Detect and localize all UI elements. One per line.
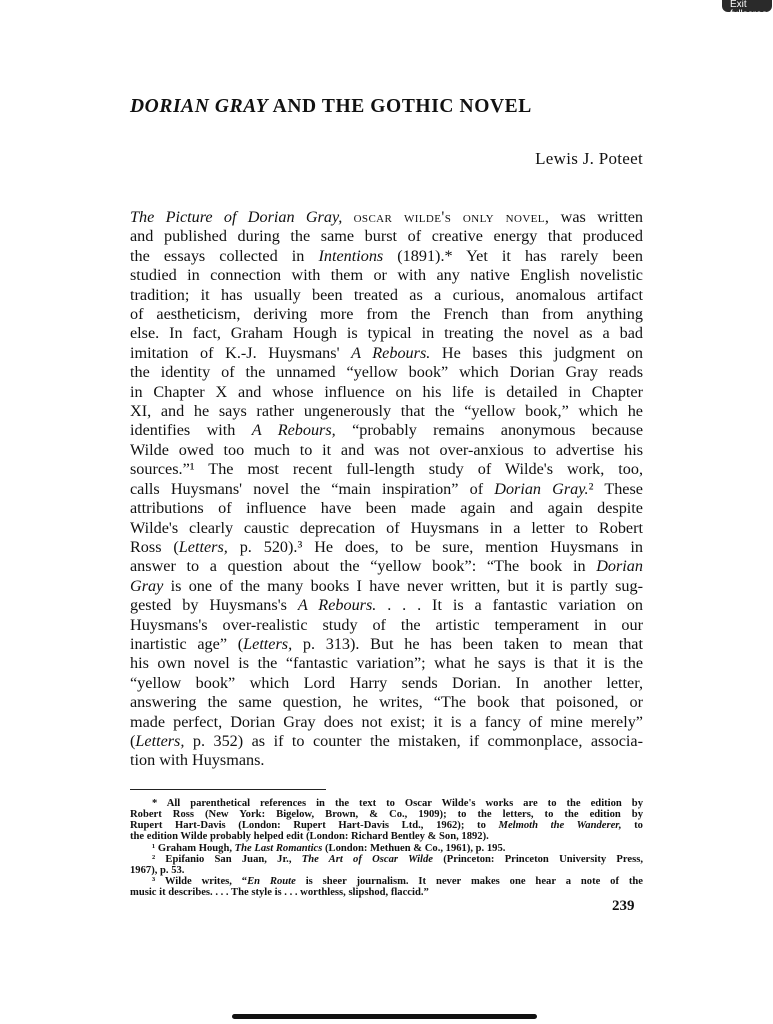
body-line: made perfect, Dorian Gray does not exist; it is a fancy of mine merely” <box>130 712 643 731</box>
text-segment: ³ Wilde writes, “ <box>152 876 248 888</box>
body-line <box>130 421 643 440</box>
text-segment: ( <box>130 731 136 750</box>
text-segment: imitation of K.-J. Huysmans' <box>130 343 352 362</box>
body-line: in Chapter X and whose influence on his life is detailed in Chapter <box>130 382 643 401</box>
text-segment: A Rebours. <box>297 596 377 615</box>
exit-fullscreen-button[interactable]: Exit fullscreen <box>722 0 772 12</box>
body-line: studied in connection with them or with any native English novelistic <box>130 266 643 285</box>
text-segment: Letters, <box>178 537 228 556</box>
body-line <box>130 577 643 596</box>
text-segment: p. 520).³ He does, to be sure, mention Huysmans in <box>227 537 643 556</box>
text-segment: Ross ( <box>130 537 179 556</box>
article-page <box>130 96 643 899</box>
footnote-line: the edition Wilde probably helped edit (London: Richard Bentley & Son, 1892). <box>130 831 489 843</box>
text-segment: Rupert Hart-Davis (London: Rupert Hart-Davis Ltd., 1962); to <box>130 820 499 832</box>
text-segment: Melmoth the Wanderer, <box>498 820 622 832</box>
text-segment: (Princeton: Princeton University Press, <box>433 853 643 865</box>
author-name: Lewis J. Poteet <box>535 149 643 168</box>
body-line: the identity of the unnamed “yellow book” which Dorian Gray reads <box>130 363 643 382</box>
text-segment: En Route <box>247 876 296 888</box>
text-segment: Dorian Gray. <box>494 479 589 498</box>
body-line: Wilde's clearly caustic deprecation of Huysmans in a letter to Robert <box>130 518 643 537</box>
text-segment: ² These <box>588 479 643 498</box>
footnote-line: music it describes. . . . The style is . . . worthless, slipshod, flaccid.” <box>130 887 429 899</box>
text-segment: was written <box>549 208 643 226</box>
footnote-line: Robert Ross (New York: Bigelow, Brown, & Co., 1909); to the letters, to the edition by <box>130 808 643 820</box>
body-line: XI, and he says rather ungenerously that the “yellow book,” which he <box>130 402 643 421</box>
text-segment: Dorian <box>596 557 643 576</box>
footnotes <box>130 798 643 899</box>
text-segment: (London: Methuen & Co., 1961), p. 195. <box>322 842 506 854</box>
body-line: attributions of influence have been made again and again despite <box>130 499 643 518</box>
text-segment: is one of the many books I have never written, but it is partly sug- <box>163 576 643 595</box>
body-line: tradition; it has usually been treated as a curious, anomalous artifact <box>130 285 643 304</box>
text-segment: ² Epifanio San Juan, Jr., <box>152 853 302 865</box>
body-line <box>130 596 643 615</box>
body-line <box>130 208 643 227</box>
body-line <box>130 538 643 557</box>
title-italic: DORIAN GRAY <box>130 96 269 117</box>
body-line: else. In fact, Graham Hough is typical in treating the novel as a bad <box>130 324 643 343</box>
text-segment: Letters, <box>243 634 293 653</box>
text-segment: the essays collected in <box>130 246 319 265</box>
text-segment: ¹ Graham Hough, <box>152 842 235 854</box>
footnote-divider <box>130 789 326 790</box>
footnote-line: 1967), p. 53. <box>130 865 185 876</box>
body-line: and published during the same burst of creative energy that produced <box>130 227 643 246</box>
text-segment: He bases this judgment on <box>430 343 643 362</box>
text-segment: oscar wilde's only novel, <box>353 208 550 226</box>
body-line: Huysmans's over-realistic study of the artistic temperament in our <box>130 615 643 634</box>
text-segment: Intentions <box>318 246 384 265</box>
text-segment: . . . It is a fantastic variation on <box>376 596 643 615</box>
text-segment: inartistic age” ( <box>130 634 244 653</box>
text-segment: A Rebours, <box>251 421 336 440</box>
article-body <box>130 208 643 771</box>
body-line: Wilde owed too much to it and was not over-anxious to advertise his <box>130 440 643 459</box>
text-segment: calls Huysmans' novel the “main inspiration” of <box>130 479 495 498</box>
footnote-line <box>130 820 643 831</box>
page-number: 239 <box>612 898 635 914</box>
footnote-line <box>130 876 643 887</box>
body-line: “yellow book” which Lord Harry sends Dorian. In another letter, <box>130 673 643 692</box>
text-segment: A Rebours. <box>351 343 431 362</box>
footnote-line <box>130 854 643 865</box>
text-segment: to <box>621 820 643 832</box>
text-segment: Letters, <box>135 731 185 750</box>
body-line <box>130 480 643 499</box>
text-segment: gested by Huysmans's <box>130 596 298 615</box>
body-line: sources.”¹ The most recent full-length study of Wilde's work, too, <box>130 460 643 479</box>
text-segment: (1891).* Yet it has rarely been <box>383 246 643 265</box>
text-segment: Gray <box>130 576 164 595</box>
text-segment: The Picture of Dorian Gray, <box>130 208 354 226</box>
body-line: of aestheticism, deriving more from the French than from anything <box>130 305 643 324</box>
text-segment: identifies with <box>130 421 252 440</box>
body-line <box>130 247 643 266</box>
text-segment: is sheer journalism. It never makes one hear a note of the <box>295 876 643 888</box>
body-line: his own novel is the “fantastic variation”; what he says is that it is the <box>130 654 643 673</box>
body-line: answering the same question, he writes, “The book that poisoned, or <box>130 693 643 712</box>
footnote-line <box>130 843 643 854</box>
title-rest: AND THE GOTHIC NOVEL <box>268 96 532 117</box>
body-line <box>130 557 643 576</box>
footnote-line: * All parenthetical references in the text to Oscar Wilde's works are to the edition by <box>152 797 643 809</box>
text-segment: answer to a question about the “yellow book”: “The book in <box>130 557 597 576</box>
text-segment: p. 352) as if to counter the mistaken, if commonplace, associa- <box>184 731 643 750</box>
article-title <box>130 96 643 118</box>
body-line: tion with Huysmans. <box>130 751 265 770</box>
body-line <box>130 344 643 363</box>
text-segment: “probably remains anonymous because <box>335 421 643 440</box>
home-indicator[interactable] <box>232 1014 537 1019</box>
body-line <box>130 732 643 751</box>
text-segment: The Art of Oscar Wilde <box>301 853 433 865</box>
text-segment: p. 313). But he has been taken to mean that <box>292 634 643 653</box>
body-line <box>130 635 643 654</box>
text-segment: The Last Romantics <box>234 842 323 854</box>
